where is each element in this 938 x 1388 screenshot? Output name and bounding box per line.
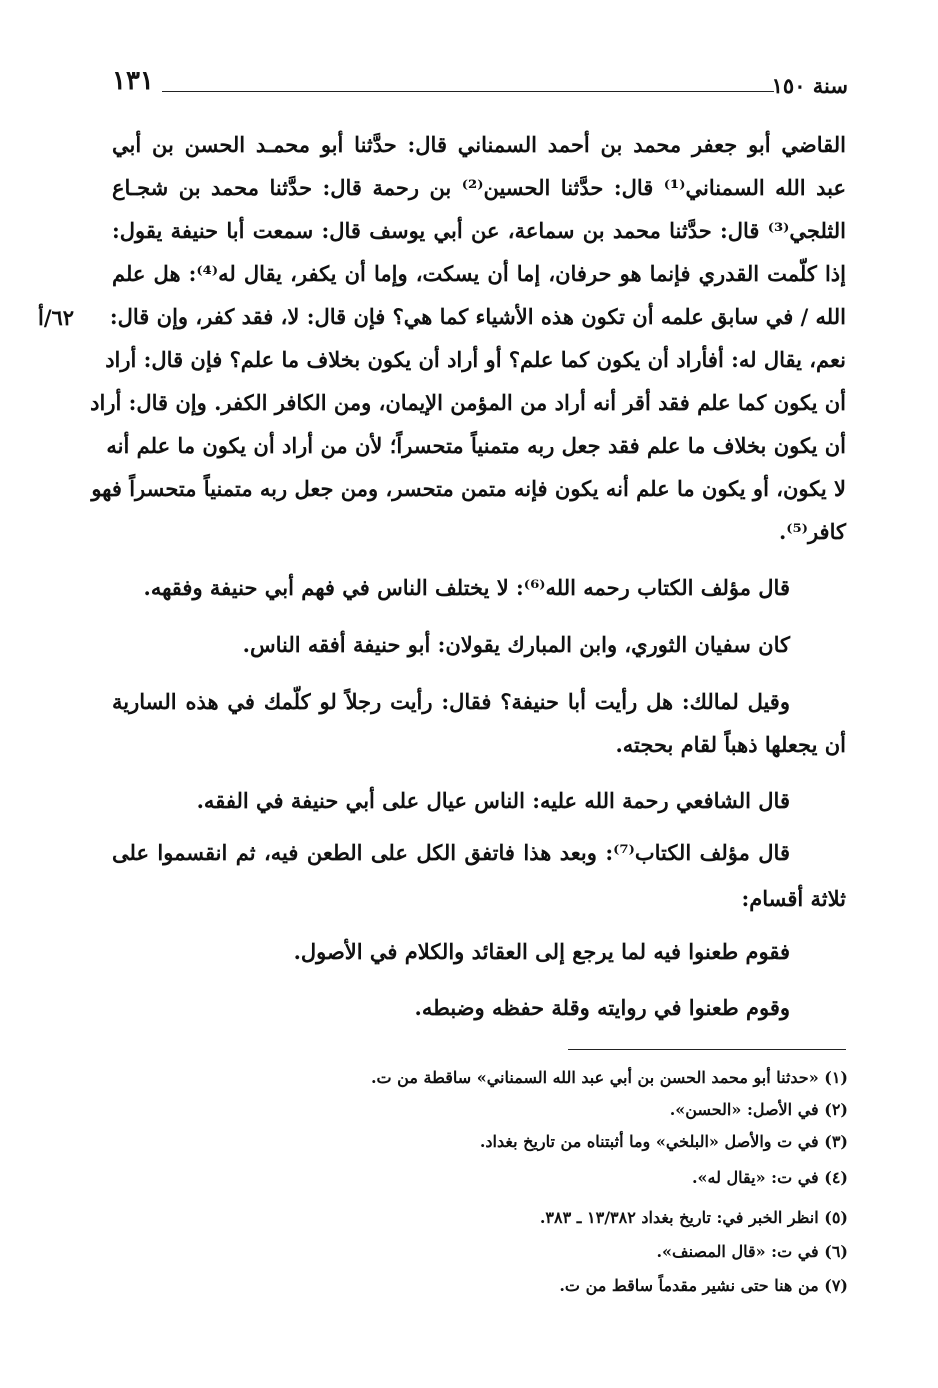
text-line: الثلجي⁽³⁾ قال: حدَّثنا محمد بن سماعة، عن أبي يوسف قال: سمعت أبا حنيفة يقول: — [112, 218, 846, 243]
paragraph-line: ثلاثة أقسام: — [741, 886, 846, 911]
paragraph-line: قال مؤلف الكتاب رحمه الله⁽⁶⁾: لا يختلف الناس في فهم أبي حنيفة وفقهه. — [143, 575, 790, 600]
footnote: (١) «حدثنا أبو محمد الحسن بن أبي عبد الله السمناني» ساقطة من ت. — [370, 1068, 848, 1087]
paragraph-line: قال مؤلف الكتاب⁽⁷⁾: وبعد هذا فاتفق الكل على الطعن فيه، ثم انقسموا على — [112, 840, 790, 865]
list-line: وقوم طعنوا في روايته وقلة حفظه وضبطه. — [414, 995, 790, 1020]
text-line: أن يكون بخلاف ما علم فقد جعل ربه متمنياً متحسراً؛ لأن من أراد أن يكون ما علم أنه — [106, 433, 846, 458]
page-number: ١٣١ — [112, 66, 154, 96]
text-line: أن يكون كما علم فقد أقر أنه أراد من المؤمن الإيمان، ومن الكافر الكفر. وإن قال: أراد — [90, 390, 846, 415]
footnote: (٥) انظر الخبر في: تاريخ بغداد ١٣/٣٨٢ ـ ٣٨٣. — [539, 1208, 848, 1227]
manuscript-folio-note: ٦٢/أ — [38, 305, 75, 330]
header-rule — [162, 91, 774, 92]
paragraph-line: وقيل لمالك: هل رأيت أبا حنيفة؟ فقال: رأيت رجلاً لو كلّمك في هذه السارية — [112, 689, 790, 714]
footnote-rule — [568, 1049, 846, 1050]
running-title: سنة ١٥٠ — [771, 73, 848, 98]
paragraph-line: أن يجعلها ذهباً لقام بحجته. — [615, 732, 846, 757]
text-line: إذا كلّمت القدري فإنما هو حرفان، إما أن يسكت، وإما أن يكفر، يقال له⁽⁴⁾: هل علم — [112, 261, 846, 286]
footnote: (٦) في ت: «قال المصنف». — [656, 1242, 848, 1261]
text-line: كافر⁽⁵⁾. — [778, 519, 846, 544]
paragraph-line: كان سفيان الثوري، وابن المبارك يقولان: أبو حنيفة أفقه الناس. — [242, 632, 790, 657]
text-line: الله / في سابق علمه أن تكون هذه الأشياء كما هي؟ فإن قال: لا، فقد كفر، وإن قال: — [109, 304, 846, 329]
text-line: عبد الله السمناني⁽¹⁾ قال: حدَّثنا الحسين⁽²⁾ بن رحمة قال: حدَّثنا محمد بن شجـاع — [112, 175, 846, 200]
footnote: (٤) في ت: «يقال له». — [691, 1168, 848, 1187]
list-line: فقوم طعنوا فيه لما يرجع إلى العقائد والكلام في الأصول. — [293, 939, 790, 964]
footnote: (٣) في ت والأصل «البلخي» وما أثبتناه من تاريخ بغداد. — [479, 1132, 848, 1151]
text-line: لا يكون، أو يكون ما علم أنه يكون فإنه متمن متحسر، ومن جعل ربه متمنياً متحسراً فهو — [91, 476, 846, 501]
paragraph-line: قال الشافعي رحمة الله عليه: الناس عيال على أبي حنيفة في الفقه. — [196, 788, 790, 813]
text-line: القاضي أبو جعفر محمد بن أحمد السمناني قال: حدَّثنا أبو محمـد الحسن بن أبي — [112, 132, 846, 157]
footnote: (٢) في الأصل: «الحسن». — [669, 1100, 848, 1119]
footnote: (٧) من هنا حتى نشير مقدماً ساقط من ت. — [559, 1276, 848, 1295]
text-line: نعم، يقال له: أفأراد أن يكون كما علم؟ أو أراد أن يكون بخلاف ما علم؟ فإن قال: أراد — [105, 347, 846, 372]
